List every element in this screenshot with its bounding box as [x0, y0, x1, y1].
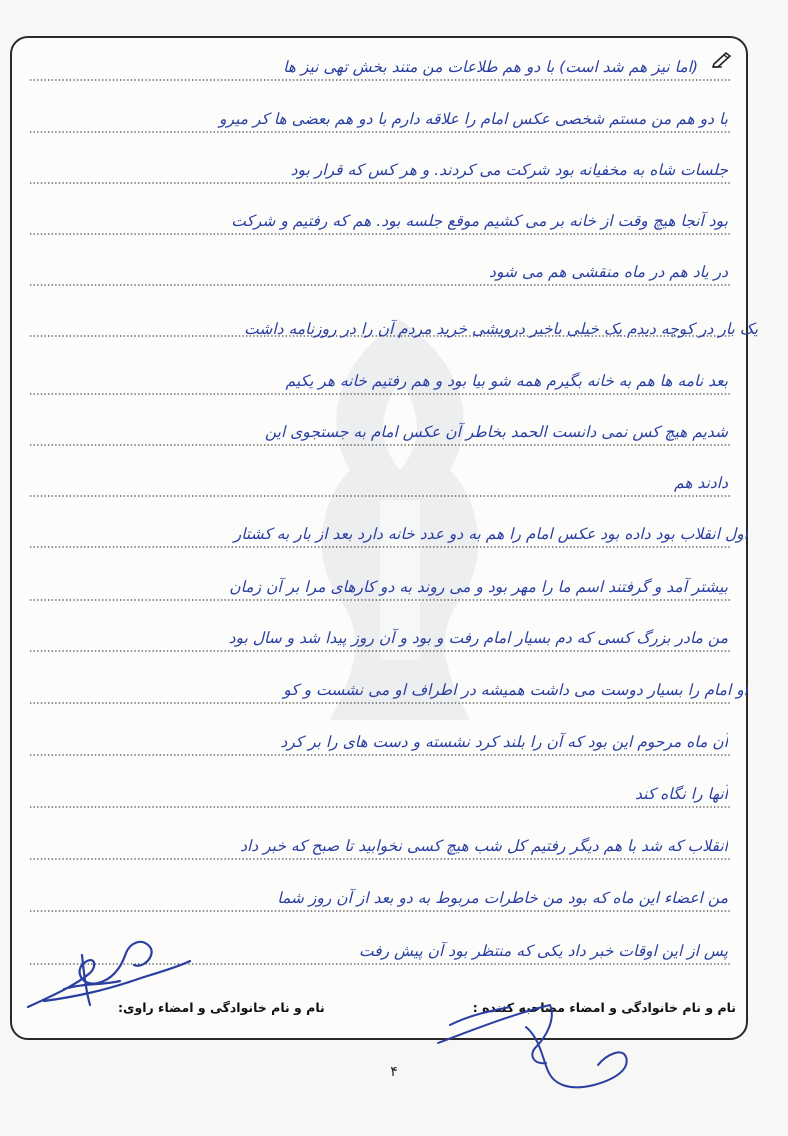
page-number: ۴ [390, 1064, 398, 1080]
handwritten-line: (اما نیز هم شد است) با دو هم طلاعات من متند بخش تهی نیز ها [283, 58, 698, 76]
handwritten-line: آنها را نگاه کند [635, 785, 728, 803]
narrator-signature-label: نام و نام خانوادگی و امضاء راوی: [118, 1000, 325, 1015]
handwritten-line: جلسات شاه به مخفیانه بود شرکت می کردند. و هر کس که قرار بود [290, 161, 728, 179]
handwritten-line: با دو هم من مستم شخصی عکس امام را علاقه دارم با دو هم بعضی ها کر میرو [219, 110, 728, 128]
handwritten-line: من مادر بزرگ کسی که دم بسیار امام رفت و بود و آن روز پیدا شد و سال بود [228, 629, 728, 647]
handwritten-line: در یاد هم در ماه منقشی هم می شود [489, 263, 728, 281]
handwritten-line: بعد نامه ها هم به خانه بگیرم همه شو بیا بود و هم رفتیم خانه هر یکیم [285, 372, 728, 390]
handwritten-line: پس از این اوقات خبر داد یکی که منتظر بود آن پیش رفت [358, 942, 728, 960]
handwritten-line: بود آنجا هیچ وقت از خانه بر می کشیم موقع جلسه بود. هم که رفتیم و شرکت [231, 212, 728, 230]
handwritten-line: او امام را بسیار دوست می داشت همیشه در اطراف او می نشست و کو [283, 681, 748, 699]
handwritten-line: شدیم هیچ کس نمی دانست الحمد بخاطر آن عکس امام به جستجوی این [264, 423, 728, 441]
handwritten-line: اول انقلاب بود داده بود عکس امام را هم به دو عدد خانه دارد بعد از بار به کشتار [233, 525, 748, 543]
interviewer-signature-label: نام و نام خانوادگی و امضاء مصاحبه کننده : [472, 1000, 736, 1015]
handwritten-line: بیشتر آمد و گرفتند اسم ما را مهر بود و می روند به دو کارهای مرا بر آن زمان [229, 578, 728, 596]
handwritten-line: انقلاب که شد با هم دیگر رفتیم کل شب هیچ کسی نخوابید تا صبح که خبر داد [240, 837, 728, 855]
handwritten-line: دادند هم [674, 474, 728, 492]
handwritten-line: من اعضاء این ماه که بود من خاطرات مربوط به دو بعد از آن روز شما [277, 889, 728, 907]
handwritten-line: یک بار در کوچه دیدم یک خیلی باخبر درویشی خرید مردم آن را در روزنامه داشت [244, 320, 758, 338]
pen-writing-icon [712, 50, 734, 68]
handwritten-line: آن ماه مرحوم این بود که آن را بلند کرد نشسته و دست های را بر کرد [280, 733, 728, 751]
